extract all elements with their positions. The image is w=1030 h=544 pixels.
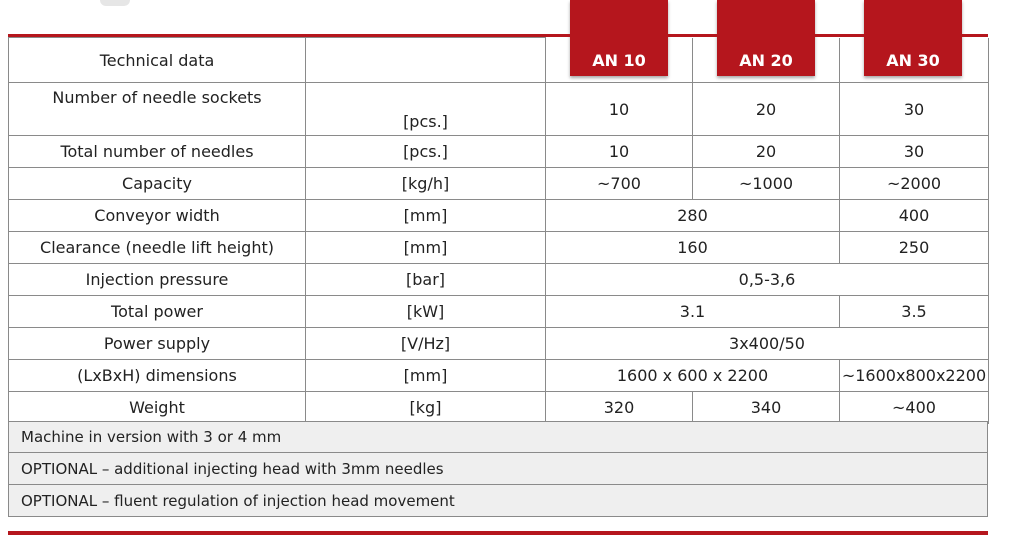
row-unit: [kg/h]: [306, 168, 546, 200]
value-an30: 250: [840, 232, 989, 264]
value-an20: 20: [693, 83, 840, 136]
note-row: Machine in version with 3 or 4 mm: [8, 421, 988, 453]
row-unit: [pcs.]: [306, 83, 546, 136]
value-an10: 10: [546, 83, 693, 136]
value-an10-an20: 280: [546, 200, 840, 232]
value-an10: 10: [546, 136, 693, 168]
table-row: [9, 168, 989, 200]
bottom-accent-line: [8, 531, 988, 535]
note-row: OPTIONAL – fluent regulation of injection head movement: [8, 485, 988, 517]
row-unit: [bar]: [306, 264, 546, 296]
header-blank-an20: [693, 38, 840, 83]
value-an30: 400: [840, 200, 989, 232]
value-an20: 20: [693, 136, 840, 168]
row-unit: [kg]: [306, 392, 546, 424]
row-unit: [mm]: [306, 200, 546, 232]
table-row: [9, 392, 989, 424]
model-label-an30: AN 30: [886, 51, 940, 70]
row-unit: [V/Hz]: [306, 328, 546, 360]
row-unit: [mm]: [306, 232, 546, 264]
table-row: [9, 136, 989, 168]
table-row: [9, 83, 989, 136]
value-an10-an20: 160: [546, 232, 840, 264]
header-unit-blank: [306, 38, 546, 83]
value-all: 0,5-3,6: [546, 264, 989, 296]
header-row: [9, 38, 989, 83]
table-row: [9, 328, 989, 360]
notes-list: [8, 421, 988, 517]
value-an10: 320: [546, 392, 693, 424]
row-name: Weight: [9, 392, 306, 424]
value-all: 3x400/50: [546, 328, 989, 360]
table-row: [9, 264, 989, 296]
row-name: Clearance (needle lift height): [9, 232, 306, 264]
value-an30: ~2000: [840, 168, 989, 200]
value-an20: ~1000: [693, 168, 840, 200]
header-blank-an10: [546, 38, 693, 83]
table-row: [9, 200, 989, 232]
row-name: Total number of needles: [9, 136, 306, 168]
value-an30: 3.5: [840, 296, 989, 328]
row-name: (LxBxH) dimensions: [9, 360, 306, 392]
model-label-an10: AN 10: [592, 51, 646, 70]
row-unit: [pcs.]: [306, 136, 546, 168]
table-row: [9, 360, 989, 392]
value-an30: ~1600x800x2200: [840, 360, 989, 392]
row-unit: [kW]: [306, 296, 546, 328]
table-row: [9, 232, 989, 264]
row-name: Total power: [9, 296, 306, 328]
value-an30: 30: [840, 136, 989, 168]
value-an30: 30: [840, 83, 989, 136]
row-unit: [mm]: [306, 360, 546, 392]
value-an10-an20: 3.1: [546, 296, 840, 328]
row-name: Power supply: [9, 328, 306, 360]
value-an10-an20: 1600 x 600 x 2200: [546, 360, 840, 392]
row-name: Injection pressure: [9, 264, 306, 296]
table-row: [9, 296, 989, 328]
value-an10: ~700: [546, 168, 693, 200]
header-label: Technical data: [9, 38, 306, 83]
note-row: OPTIONAL – additional injecting head with 3mm needles: [8, 453, 988, 485]
model-label-an20: AN 20: [739, 51, 793, 70]
technical-data-table: [8, 37, 989, 424]
header-blank-an30: [840, 38, 989, 83]
row-name: Conveyor width: [9, 200, 306, 232]
row-name: Number of needle sockets: [9, 83, 306, 136]
top-smudge: [100, 0, 130, 6]
row-name: Capacity: [9, 168, 306, 200]
value-an30: ~400: [840, 392, 989, 424]
value-an20: 340: [693, 392, 840, 424]
